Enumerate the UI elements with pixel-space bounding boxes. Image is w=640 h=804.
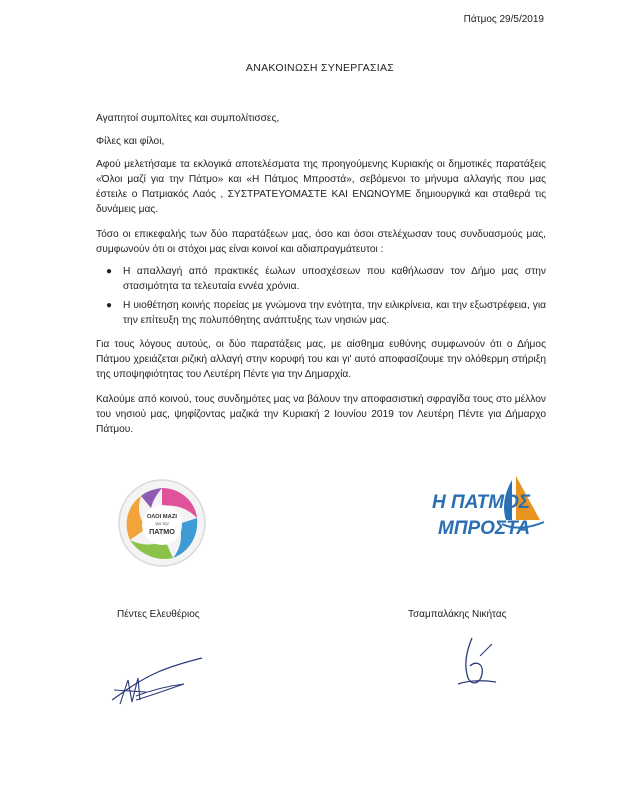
paragraph-1 xyxy=(96,157,546,217)
logo-right-line1: Η ΠΑΤΜΟΣ xyxy=(432,492,531,513)
date-line: Πάτμος 29/5/2019 xyxy=(463,14,544,25)
logo-left-line2: για την xyxy=(155,521,169,526)
list-item xyxy=(96,298,546,328)
list-item xyxy=(96,264,546,294)
greeting-1-text: Αγαπητοί συμπολίτες και συμπολίτισσες, xyxy=(96,113,280,124)
bullet-list xyxy=(96,264,546,332)
paragraph-1-text: Αφού μελετήσαμε τα εκλογικά αποτελέσματα της προηγούμενης Κυριακής οι δημοτικές παρατάξεις «Όλοι μαζί για την Πάτμο» και «Η Πάτμος Μπροστά», σεβόμενοι το μήνυμα αλλαγής που μας έστειλε ο Πατμιακός Λαός , ΣΥΣΤΡΑΤΕΥΟΜΑΣΤΕ ΚΑΙ ΕΝΩΝΟΥΜΕ δημιουργικά και σταθερά τις δυνάμεις μας. xyxy=(96,159,546,215)
signature-right xyxy=(446,632,506,692)
paragraph-4-text: Καλούμε από κοινού, τους συνδημότες μας να βάλουν την αποφασιστική σφραγίδα τους στο μέλλον του νησιού μας, ψηφίζοντας μαζικά την Κυριακή 2 Ιουνίου 2019 τον Λευτέρη Πέντε για Δήμαρχο Πάτμου. xyxy=(96,394,546,435)
bullet-icon: ● xyxy=(106,300,113,311)
signatory-left-name: Πέντες Ελευθέριος xyxy=(117,609,200,620)
bullet-icon: ● xyxy=(106,266,113,277)
bullet-text: Η υιοθέτηση κοινής πορείας με γνώμονα την ενότητα, την ειλικρίνεια, και την εξωστρέφεια, για την επίτευξη της πολυπόθητης ανάπτυξης των νησιών μας. xyxy=(123,300,546,326)
logo-left-line3: ΠΑΤΜΟ xyxy=(149,527,175,536)
logo-right-line2: ΜΠΡΟΣΤΑ xyxy=(438,518,531,539)
signatory-right-name: Τσαμπαλάκης Νικήτας xyxy=(408,609,507,620)
logo-left-line1: ΟΛΟΙ ΜΑΖΙ xyxy=(147,514,177,520)
paragraph-2 xyxy=(96,227,546,257)
paragraph-4 xyxy=(96,392,546,437)
signature-left xyxy=(106,650,216,710)
greeting-2 xyxy=(96,134,546,149)
patmos-mprosta-logo xyxy=(432,470,552,550)
greeting-2-text: Φίλες και φίλοι, xyxy=(96,136,165,147)
oloi-mazi-logo xyxy=(117,478,207,568)
document-title: ΑΝΑΚΟΙΝΩΣΗ ΣΥΝΕΡΓΑΣΙΑΣ xyxy=(245,62,395,74)
paragraph-3 xyxy=(96,337,546,382)
greeting-1 xyxy=(96,111,546,126)
paragraph-3-text: Για τους λόγους αυτούς, οι δύο παρατάξεις μας, με αίσθημα ευθύνης συμφωνούν ότι ο Δήμος Πάτμου χρειάζεται ριζική αλλαγή στην κορυφή του και γι' αυτό αποφασίζουμε την ολόθερμη στήριξη της υποψηφιότητας του Λευτέρη Πέντε για την Δημαρχία. xyxy=(96,339,546,380)
bullet-text: Η απαλλαγή από πρακτικές έωλων υποσχέσεων που καθήλωσαν τον Δήμο μας στην στασιμότητα τα τελευταία εννέα χρόνια. xyxy=(123,266,546,292)
paragraph-2-text: Τόσο οι επικεφαλής των δύο παρατάξεων μας, όσο και όσοι στελέχωσαν τους συνδυασμούς μας, συμφωνούν ότι οι στόχοι μας είναι κοινοί και αδιαπραγμάτευτοι : xyxy=(96,229,546,255)
